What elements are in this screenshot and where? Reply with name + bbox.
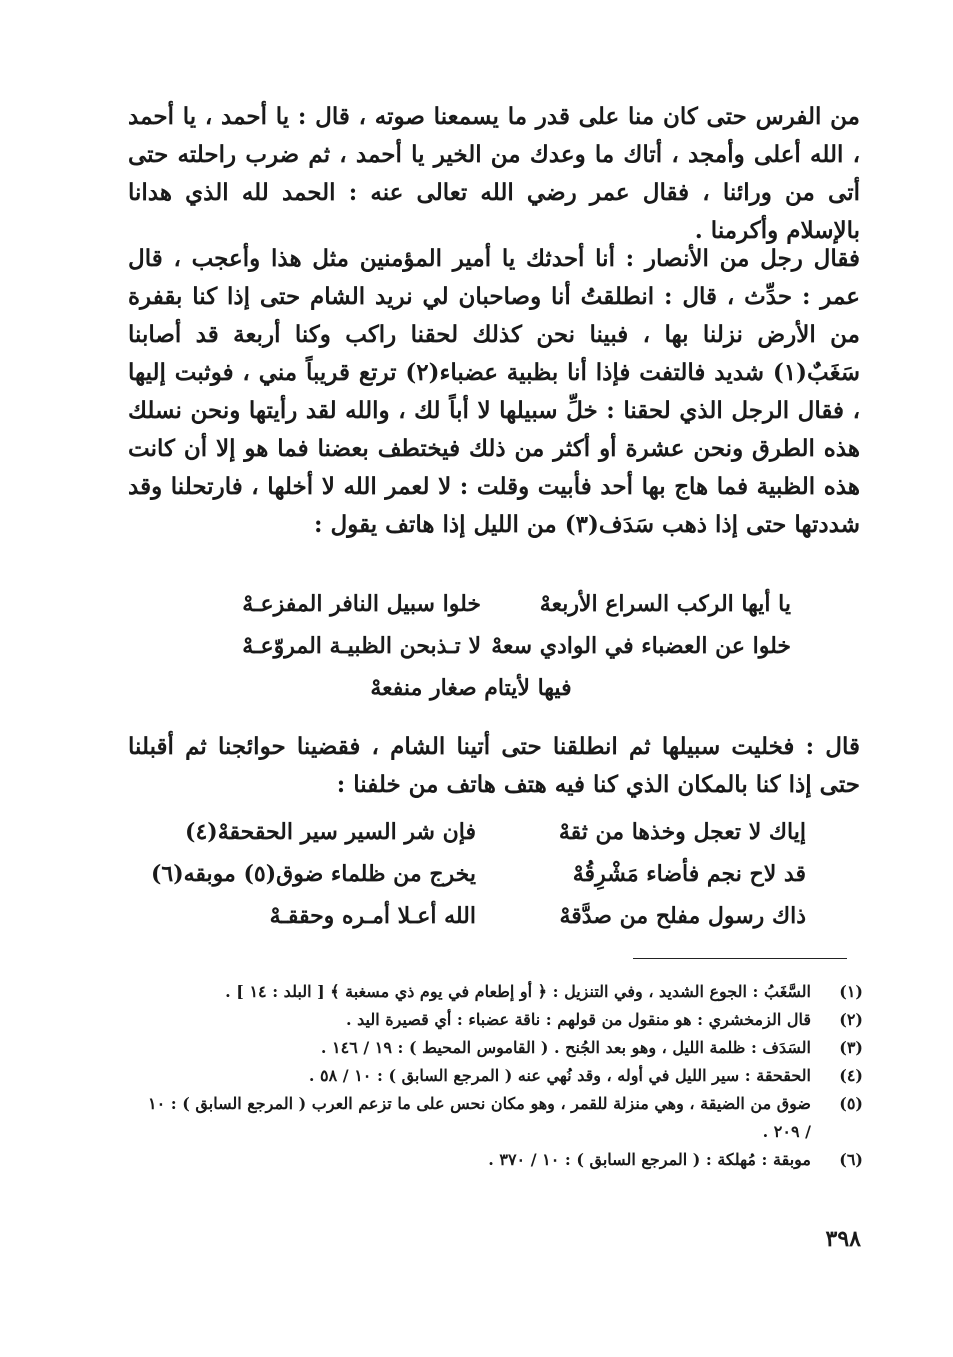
poem-verse xyxy=(131,626,791,668)
poem-verse xyxy=(131,584,791,626)
poem-2 xyxy=(106,812,806,938)
footnote xyxy=(143,1146,863,1174)
footnote-text: قال الزمخشري : هو منقول من قولهم : ناقة عضباء : أي قصيرة اليد . xyxy=(345,1010,811,1029)
footnote-number: (٣) xyxy=(839,1038,863,1057)
verse-second-hemistich: فإن شر السير سير الحقحقهْ(٤) xyxy=(185,819,476,845)
poem-verse xyxy=(106,896,806,938)
footnote-text: السَدَف : ظلمة الليل ، وهو بعد الجُنح . ( القاموس المحيط ) : ١٩ / ١٤٦ . xyxy=(320,1038,811,1057)
footnote xyxy=(143,978,863,1006)
page-number: ٣٩٨ xyxy=(825,1226,861,1252)
verse-centered: فيها لأيتام صغار منفعهْ xyxy=(370,675,572,701)
paragraph-2: فقال رجل من الأنصار : أنا أحدثك يا أمير المؤمنين مثل هذا وأعجب ، قال عمر : حدِّث ، قال : انطلقتُ أنا وصاحبان لي نريد الشام حتى إذا كنا بقفرة من الأرض نزلنا بها ، فبينا نحن كذلك لحقنا راكب وكنا أربعة قد أصابنا سَغَبٌ(١) شديد فالتفت فإذا أنا بظبية عضباء(٢) ترتع قريباً مني ، فوثبت إليها ، فقال الرجل الذي لحقنا : خلِّ سبيلها لا أباً لك ، والله لقد رأيتها ونحن نسلك هذه الطرق ونحن عشرة أو أكثر من ذلك فيختطف بعضنا فما هو إلا أن كانت هذه الظبية فما هاج بها أحد فأبيت وقلت : لا لعمر الله لا أخلها ، فارتحلنا وقد شددتها حتى إذا ذهب سَدَف(٣) من الليل إذا هاتف يقول : xyxy=(128,245,860,538)
footnotes-list xyxy=(143,978,863,1174)
verse-first-hemistich: خلوا عن العضباء في الوادي سعهْ xyxy=(491,633,791,659)
verse-first-hemistich: قد لاح نجم فأضاء مَشْرِقُهْ xyxy=(572,861,806,887)
footnote-number: (١) xyxy=(839,982,863,1001)
footnote-number: (٦) xyxy=(839,1150,863,1169)
footnote-number: (٥) xyxy=(839,1094,863,1113)
poem-verse xyxy=(106,854,806,896)
footnote xyxy=(143,1034,863,1062)
paragraph-3: قال : فخليت سبيلها ثم انطلقنا حتى أتينا الشام ، فقضينا حوائجنا ثم أقبلنا حتى إذا كنا بالمكان الذي كنا فيه هتف هاتف من خلفنا : xyxy=(128,733,860,798)
footnote-text: الحقحقة : سير الليل في أوله ، وقد نُهي عنه ( المرجع السابق ) : ١٠ / ٥٨ . xyxy=(308,1066,811,1085)
poem-verse-centered xyxy=(131,668,791,710)
verse-second-hemistich: الله أعـلا أمـره وحققـهْ xyxy=(269,903,476,929)
footnote xyxy=(143,1062,863,1090)
verse-second-hemistich: خلوا سبيل النافر المفزعـهْ xyxy=(242,591,481,617)
footnote-separator xyxy=(633,958,847,959)
footnote-text: ضوق من الضيقة ، وهي منزلة للقمر ، وهو مكان نحس على ما تزعم العرب ( المرجع السابق ) : ١٠ / ٢٠٩ . xyxy=(148,1094,811,1141)
paragraph-1: من الفرس حتى كان منا على قدر ما يسمعنا صوته ، قال : يا أحمد ، يا أحمد ، الله أعلى وأمجد ، أتاك ما وعدك من الخير يا أحمد ، ثم ضرب راحلته حتى أتى من ورائنا ، فقال عمر رضي الله تعالى عنه : الحمد لله الذي هدانا بالإسلام وأكرمنا . xyxy=(128,103,860,244)
footnote-text: موبقة : مُهلكة : ( المرجع السابق ) : ١٠ / ٣٧٠ . xyxy=(488,1150,811,1169)
verse-first-hemistich: ذاك رسول مفلح من صدَّقهْ xyxy=(559,903,806,929)
poem-verse xyxy=(106,812,806,854)
poem-1 xyxy=(131,584,791,710)
footnote xyxy=(143,1090,863,1146)
footnote-text: السَّغَبُ : الجوع الشديد ، وفي التنزيل : ﴿ أو إطعام في يوم ذي مسغبة ﴾ [ البلد : ١٤ ] . xyxy=(225,982,811,1001)
verse-first-hemistich: يا أيها الركب السراع الأربعهْ xyxy=(539,591,791,617)
verse-second-hemistich: لا تـذبحن الظبيـة المروّعـهْ xyxy=(242,633,481,659)
verse-second-hemistich: يخرج من ظلماء ضوق(٥) موبقه(٦) xyxy=(150,861,476,887)
footnote xyxy=(143,1006,863,1034)
footnote-number: (٤) xyxy=(839,1066,863,1085)
footnote-number: (٢) xyxy=(839,1010,863,1029)
verse-first-hemistich: إياك لا تعجل وخذها من ثقهْ xyxy=(558,819,806,845)
